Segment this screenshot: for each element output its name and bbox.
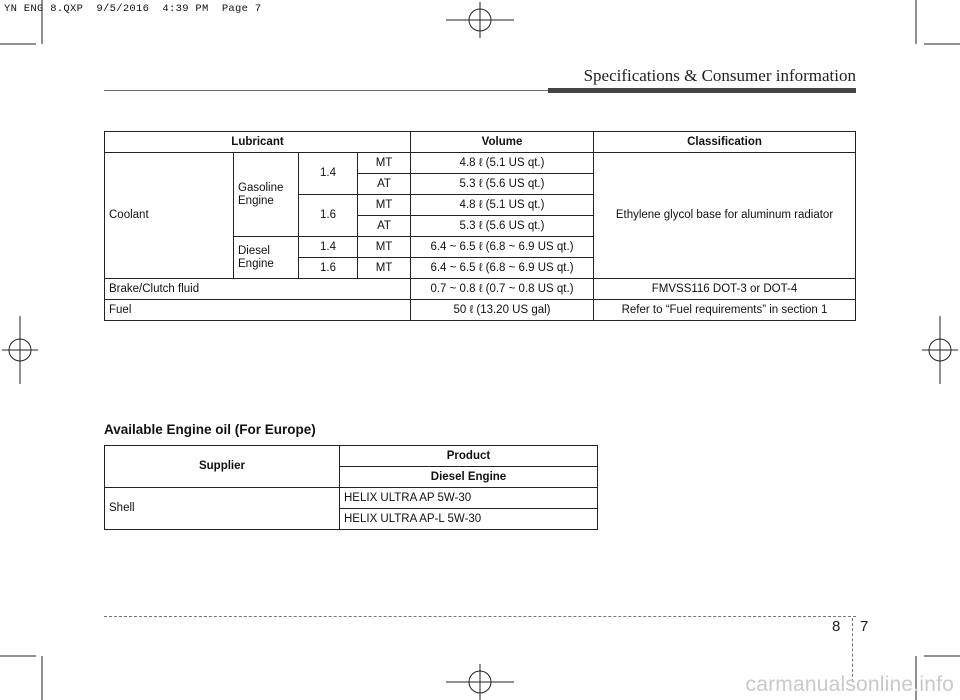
transmission-cell: MT — [358, 153, 411, 174]
brake-fluid-volume: 0.7 ~ 0.8 ℓ (0.7 ~ 0.8 US qt.) — [411, 279, 594, 300]
volume-cell: 6.4 ~ 6.5 ℓ (6.8 ~ 6.9 US qt.) — [411, 258, 594, 279]
supplier-header: Supplier — [105, 446, 340, 488]
displacement-cell: 1.6 — [299, 195, 358, 237]
section-title: Specifications & Consumer information — [583, 66, 856, 85]
product-header: Product — [340, 446, 598, 467]
displacement-cell: 1.4 — [299, 153, 358, 195]
gasoline-engine-label: Gasoline Engine — [234, 153, 299, 237]
volume-cell: 4.8 ℓ (5.1 US qt.) — [411, 153, 594, 174]
table-row — [105, 153, 856, 174]
coolant-classification: Ethylene glycol base for aluminum radiator — [594, 153, 856, 279]
supplier-cell: Shell — [105, 488, 340, 530]
watermark: carmanualsonline.info — [745, 673, 954, 696]
product-cell: HELIX ULTRA AP-L 5W-30 — [340, 509, 598, 530]
diesel-engine-header: Diesel Engine — [340, 467, 598, 488]
section-number: 8 — [832, 618, 841, 635]
displacement-cell: 1.6 — [299, 258, 358, 279]
brake-fluid-label: Brake/Clutch fluid — [105, 279, 411, 300]
lubricant-spec-table — [104, 131, 856, 321]
product-cell: HELIX ULTRA AP 5W-30 — [340, 488, 598, 509]
diesel-engine-label: Diesel Engine — [234, 237, 299, 279]
fuel-label: Fuel — [105, 300, 411, 321]
volume-cell: 5.3 ℓ (5.6 US qt.) — [411, 216, 594, 237]
table-row — [105, 300, 856, 321]
transmission-cell: AT — [358, 174, 411, 195]
transmission-cell: AT — [358, 216, 411, 237]
header-rule-accent — [548, 88, 856, 93]
brake-fluid-classification: FMVSS116 DOT-3 or DOT-4 — [594, 279, 856, 300]
fuel-classification: Refer to “Fuel requirements” in section 1 — [594, 300, 856, 321]
table-row — [105, 279, 856, 300]
coolant-label: Coolant — [105, 153, 234, 279]
displacement-cell: 1.4 — [299, 237, 358, 258]
page-number: 7 — [860, 618, 869, 635]
table-header-row — [105, 132, 856, 153]
engine-oil-title: Available Engine oil (For Europe) — [104, 422, 316, 437]
volume-cell: 5.3 ℓ (5.6 US qt.) — [411, 174, 594, 195]
footer-rule — [104, 616, 856, 617]
transmission-cell: MT — [358, 258, 411, 279]
print-slug: YN ENG 8.QXP 9/5/2016 4:39 PM Page 7 — [4, 3, 262, 15]
table-row — [105, 488, 598, 509]
engine-oil-table — [104, 445, 598, 530]
transmission-cell: MT — [358, 237, 411, 258]
volume-cell: 6.4 ~ 6.5 ℓ (6.8 ~ 6.9 US qt.) — [411, 237, 594, 258]
volume-header: Volume — [411, 132, 594, 153]
table-header-row — [105, 446, 598, 467]
classification-header: Classification — [594, 132, 856, 153]
transmission-cell: MT — [358, 195, 411, 216]
volume-cell: 4.8 ℓ (5.1 US qt.) — [411, 195, 594, 216]
fuel-volume: 50 ℓ (13.20 US gal) — [411, 300, 594, 321]
lubricant-header: Lubricant — [105, 132, 411, 153]
